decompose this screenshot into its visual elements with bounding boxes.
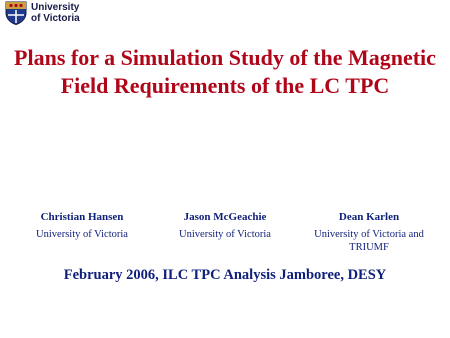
author-block [155, 210, 295, 241]
author-name: Christian Hansen [40, 211, 124, 223]
logo-line-1: University [31, 2, 80, 13]
crest-icon [5, 1, 27, 25]
university-logo [5, 1, 115, 25]
event-line: February 2006, ILC TPC Analysis Jamboree, DESY [63, 267, 387, 283]
author-name: Dean Karlen [338, 211, 400, 223]
author-block [299, 210, 439, 254]
slide-title: Plans for a Simulation Study of the Magnetic Field Requirements of the LC TPC [14, 45, 436, 98]
logo-wordmark [31, 2, 80, 24]
author-block [12, 210, 152, 241]
author-affiliation: University of Victoria and TRIUMF [314, 229, 424, 253]
logo-line-2: of Victoria [31, 13, 80, 24]
author-name: Jason McGeachie [183, 211, 267, 223]
author-affiliation: University of Victoria [179, 229, 271, 240]
author-affiliation: University of Victoria [36, 229, 128, 240]
authors-row [0, 210, 450, 260]
